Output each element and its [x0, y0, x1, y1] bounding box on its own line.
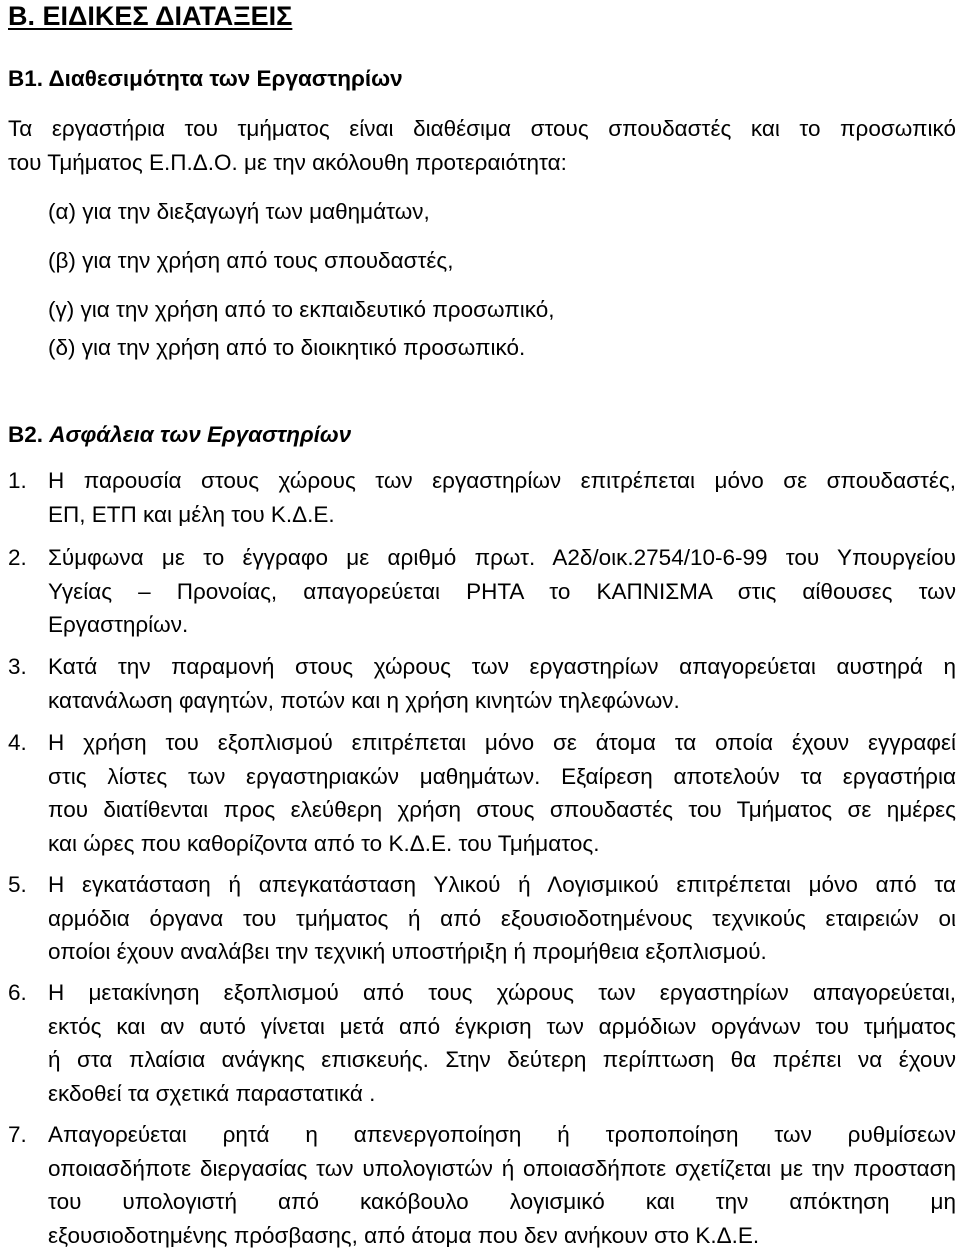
rule-line: οποίοι έχουν αναλάβει την τεχνική υποστήριξη ή προμήθεια εξοπλισμού.	[48, 935, 956, 969]
rule-item-1	[8, 464, 956, 531]
rule-number: 2.	[8, 541, 48, 575]
section-b2-title: Ασφάλεια των Εργαστηρίων	[49, 422, 351, 447]
section-b2-heading	[8, 420, 351, 450]
rule-line: οποιασδήποτε διεργασίας των υπολογιστών ή οποιασδήποτε σχετίζεται με την προσταση	[48, 1152, 956, 1186]
rule-number: 7.	[8, 1118, 48, 1152]
rule-line: εκτός και αν αυτό γίνεται μετά από έγκριση των αρμόδιων οργάνων του τμήματος	[48, 1010, 956, 1044]
rule-line: Σύμφωνα με το έγγραφο με αριθμό πρωτ. Α2δ/οικ.2754/10-6-99 του Υπουργείου	[48, 541, 956, 575]
rule-number: 3.	[8, 650, 48, 684]
rule-line: του υπολογιστή από κακόβουλο λογισμικό και την απόκτηση μη	[48, 1185, 956, 1219]
section-b1-number: Β1.	[8, 66, 43, 91]
section-b2-number: Β2.	[8, 422, 43, 447]
priority-item: (γ) για την χρήση από το εκπαιδευτικό προσωπικό,	[48, 294, 555, 326]
rule-item-6	[8, 976, 956, 1110]
rule-line: που διατίθενται προς ελεύθερη χρήση στους σπουδαστές του Τμήματος σε ημέρες	[48, 793, 956, 827]
rule-line: Υγείας – Προνοίας, απαγορεύεται ΡΗΤΑ το ΚΑΠΝΙΣΜΑ στις αίθουσες των	[48, 575, 956, 609]
rule-line: αρμόδια όργανα του τμήματος ή από εξουσιοδοτημένους τεχνικούς εταιρειών οι	[48, 902, 956, 936]
rule-item-3	[8, 650, 956, 717]
document-title: Β. ΕΙΔΙΚΕΣ ΔΙΑΤΑΞΕΙΣ	[8, 0, 292, 32]
rule-line: εκδοθεί τα σχετικά παραστατικά .	[48, 1077, 956, 1111]
rule-item-5	[8, 868, 956, 969]
rule-item-7	[8, 1118, 956, 1252]
rule-line: στις λίστες των εργαστηριακών μαθημάτων. Εξαίρεση αποτελούν τα εργαστήρια	[48, 760, 956, 794]
priority-item: (β) για την χρήση από τους σπουδαστές,	[48, 245, 453, 277]
rule-number: 5.	[8, 868, 48, 902]
rule-line: εξουσιοδοτημένης πρόσβασης, από άτομα που δεν ανήκουν στο Κ.Δ.Ε.	[48, 1219, 956, 1252]
rule-line: Η εγκατάσταση ή απεγκατάσταση Υλικού ή Λογισμικού επιτρέπεται μόνο από τα	[48, 868, 956, 902]
rule-line: Η μετακίνηση εξοπλισμού από τους χώρους των εργαστηρίων απαγορεύεται,	[48, 976, 956, 1010]
rule-line: ΕΠ, ΕΤΠ και μέλη του Κ.Δ.Ε.	[48, 498, 956, 532]
rule-number: 4.	[8, 726, 48, 760]
rule-line: Κατά την παραμονή στους χώρους των εργαστηρίων απαγορεύεται αυστηρά η	[48, 650, 956, 684]
rule-item-2	[8, 541, 956, 642]
rule-number: 6.	[8, 976, 48, 1010]
rule-line: κατανάλωση φαγητών, ποτών και η χρήση κινητών τηλεφώνων.	[48, 684, 956, 718]
section-b1-intro-line-1: Τα εργαστήρια του τμήματος είναι διαθέσιμα στους σπουδαστές και το προσωπικό	[8, 113, 956, 145]
rule-line: Εργαστηρίων.	[48, 608, 956, 642]
section-b1-heading	[8, 64, 403, 94]
section-b1-title: Διαθεσιμότητα των Εργαστηρίων	[48, 66, 402, 91]
rule-line: Η παρουσία στους χώρους των εργαστηρίων επιτρέπεται μόνο σε σπουδαστές,	[48, 464, 956, 498]
priority-item: (δ) για την χρήση από το διοικητικό προσωπικό.	[48, 332, 525, 364]
rule-line: ή στα πλαίσια ανάγκης επισκευής. Στην δεύτερη περίπτωση θα πρέπει να έχουν	[48, 1043, 956, 1077]
rule-line: Απαγορεύεται ρητά η απενεργοποίηση ή τροποποίηση των ρυθμίσεων	[48, 1118, 956, 1152]
rule-item-4	[8, 726, 956, 860]
rule-line: και ώρες που καθορίζοντα από το Κ.Δ.Ε. του Τμήματος.	[48, 827, 956, 861]
priority-item: (α) για την διεξαγωγή των μαθημάτων,	[48, 196, 430, 228]
rule-line: Η χρήση του εξοπλισμού επιτρέπεται μόνο σε άτομα τα οποία έχουν εγγραφεί	[48, 726, 956, 760]
section-b1-intro-line-2: του Τμήματος Ε.Π.Δ.Ο. με την ακόλουθη προτεραιότητα:	[8, 147, 567, 179]
rule-number: 1.	[8, 464, 48, 498]
